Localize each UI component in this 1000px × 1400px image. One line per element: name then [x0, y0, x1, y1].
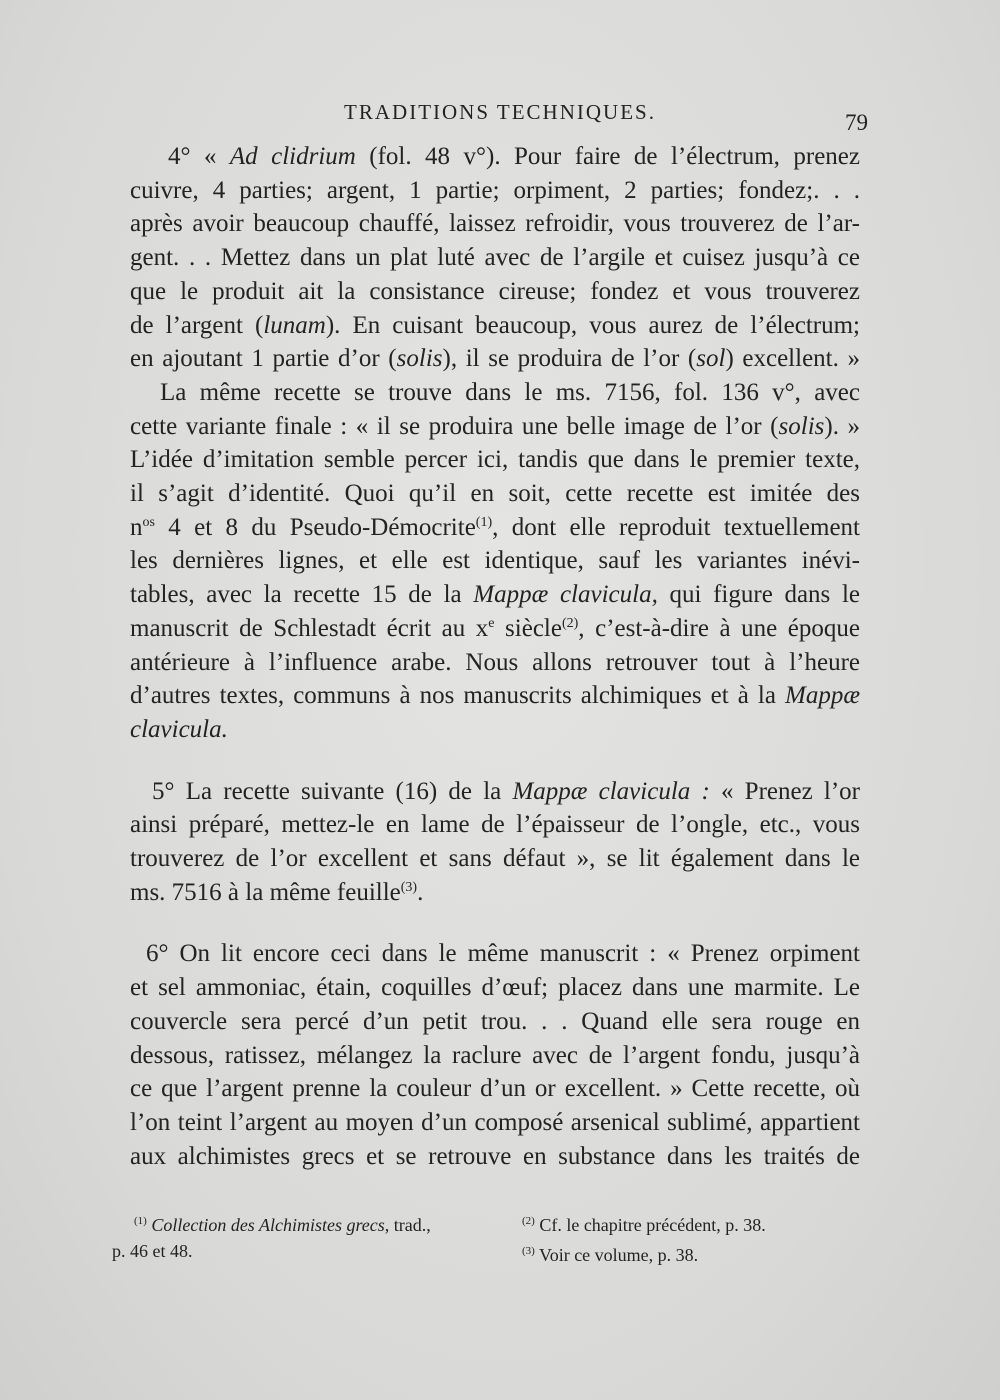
text-line: et sel ammoniac, étain, coquilles d’œuf; placez dans une marmite. Le	[130, 974, 860, 1002]
text-line: manuscrit de Schlestadt écrit au $x^e$ siècle$^{(2)}$, c’est-à-dire à une époque	[130, 614, 860, 642]
text-line: l’on teint l’argent au moyen d’un composé arsenical sublimé, appartient	[130, 1108, 860, 1136]
footnote-2: $^{(2)}$ Cf. le chapitre précédent, p. 38.	[522, 1215, 766, 1235]
text-line: $n^{os}$ 4 et 8 du Pseudo-Démocrite$^{(1)}$, dont elle reproduit textuellement	[130, 513, 860, 541]
text-line: cuivre, 4 parties; argent, 1 partie; orpiment, 2 parties; fondez;. . .	[130, 176, 860, 204]
text-line: trouverez de l’or excellent et sans défaut », se lit également dans le	[130, 845, 860, 873]
footnote-1: $^{(1)}$ Collection des Alchimistes grecs, trad., p. 46 et 48.	[112, 1215, 431, 1261]
paragraph-4	[130, 140, 860, 376]
text-line: dessous, ratissez, mélangez la raclure avec de l’argent fondu, jusqu’à	[130, 1041, 860, 1069]
footnote-ref[interactable]: (1)	[475, 514, 493, 530]
footnote-2-3	[522, 1208, 862, 1268]
footnote-ref[interactable]: (2)	[561, 615, 579, 631]
text-line: d’autres textes, communs à nos manuscrits alchimiques et à la Mappæ	[130, 682, 860, 710]
paragraph-6	[130, 937, 860, 1173]
footnote-3: $^{(3)}$ Voir ce volume, p. 38.	[522, 1245, 699, 1265]
text-line: il s’agit d’identité. Quoi qu’il en soit, cette recette est imitée des	[130, 480, 860, 508]
footnote-marker: (1)	[134, 1215, 147, 1227]
text-line: ainsi préparé, mettez-le en lame de l’épaisseur de l’ongle, etc., vous	[130, 811, 860, 839]
text-line: après avoir beaucoup chauffé, laissez refroidir, vous trouverez de l’ar-	[130, 210, 860, 238]
text-line: clavicula.	[130, 715, 228, 743]
footnote-marker: (2)	[522, 1215, 535, 1227]
text-line: L’idée d’imitation semble percer ici, tandis que dans le premier texte,	[130, 446, 860, 474]
running-head: TRADITIONS TECHNIQUES.	[344, 100, 656, 124]
paragraph-variant	[130, 376, 860, 747]
text-line: 6° On lit encore ceci dans le même manuscrit : « Prenez orpiment	[146, 940, 860, 968]
page-number: 79	[845, 110, 868, 135]
footnote-ref[interactable]: (3)	[400, 879, 418, 895]
text-line: que le produit ait la consistance cireuse; fondez et vous trouverez	[130, 277, 860, 305]
text-line: ce que l’argent prenne la couleur d’un or excellent. » Cette recette, où	[130, 1075, 860, 1103]
text-line: 5° La recette suivante (16) de la Mappæ clavicula : « Prenez l’or	[152, 777, 860, 805]
text-line: 4° « Ad clidrium (fol. 48 v°). Pour faire de l’électrum, prenez	[168, 143, 860, 170]
text-line: tables, avec la recette 15 de la Mappæ clavicula, qui figure dans le	[130, 581, 860, 609]
text-line: aux alchimistes grecs et se retrouve en substance dans les traités de	[130, 1142, 860, 1170]
text-line: de l’argent (lunam). En cuisant beaucoup, vous aurez de l’électrum;	[130, 311, 860, 339]
text-line: antérieure à l’influence arabe. Nous allons retrouver tout à l’heure	[130, 648, 860, 676]
text-line: ms. 7516 à la même feuille$^{(3)}$.	[130, 878, 424, 906]
text-line: en ajoutant 1 partie d’or (solis), il se produira de l’or (sol) excellent. »	[130, 345, 860, 373]
text-line: cette variante finale : « il se produira une belle image de l’or (solis). »	[130, 412, 861, 440]
footnote-marker: (3)	[522, 1245, 535, 1257]
text-line: couvercle sera percé d’un petit trou. . . Quand elle sera rouge en	[130, 1007, 860, 1035]
text-line: gent. . . Mettez dans un plat luté avec de l’argile et cuisez jusqu’à ce	[130, 244, 860, 272]
text-line: La même recette se trouve dans le ms. 7156, fol. 136 v°, avec	[160, 378, 860, 406]
body-text	[130, 140, 860, 1173]
paragraph-5	[130, 775, 860, 910]
text-line: les dernières lignes, et elle est identique, sauf les variantes inévi-	[130, 547, 860, 575]
